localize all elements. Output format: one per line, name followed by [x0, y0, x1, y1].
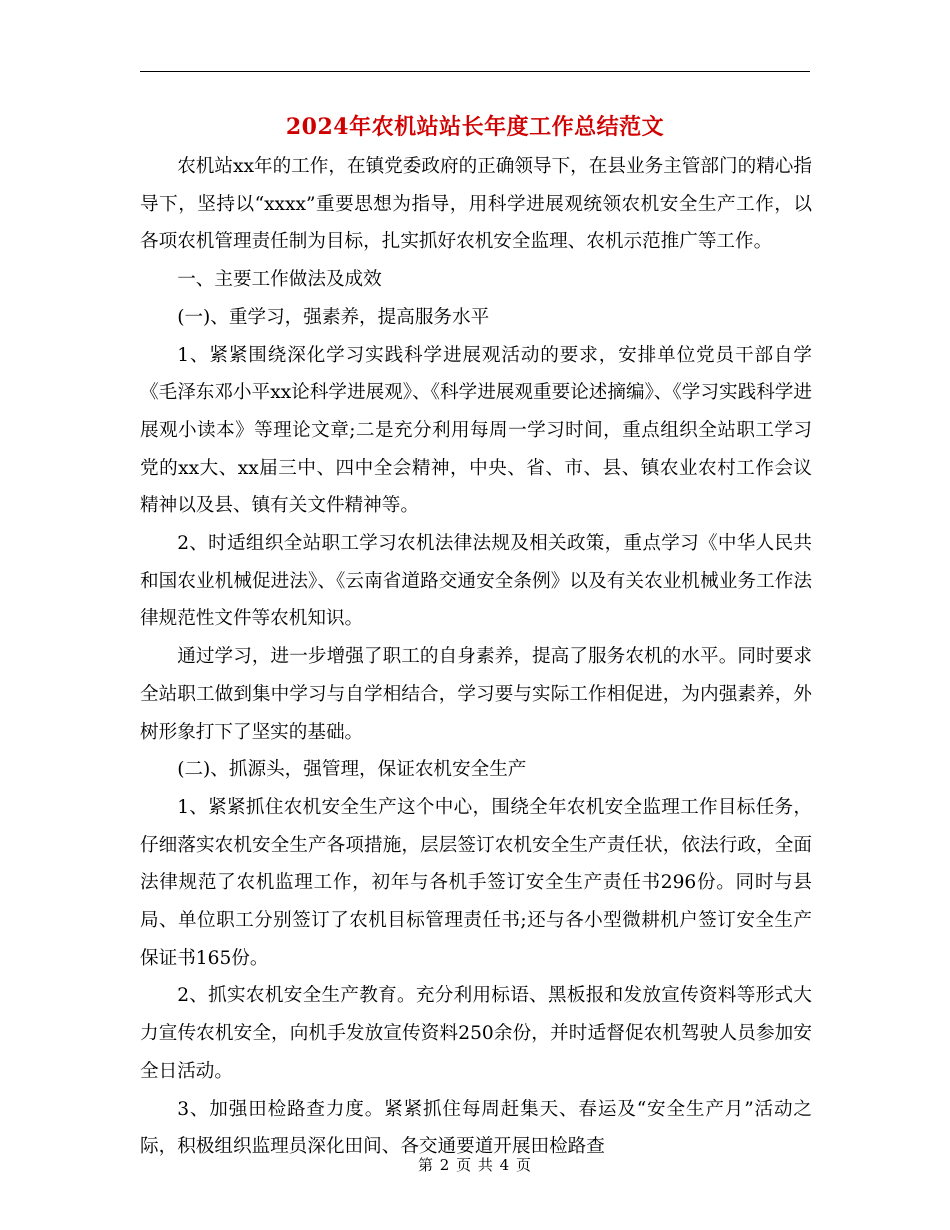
- body-paragraph: 1、紧紧抓住农机安全生产这个中心，围绕全年农机安全监理工作目标任务，仔细落实农机安全生产各项措施，层层签订农机安全生产责任状，依法行政，全面法律规范了农机监理工作，初年与各机手签订安全生产责任书296份。同时与县局、单位职工分别签订了农机目标管理责任书;还与各小型微耕机户签订安全生产保证书165份。: [140, 796, 812, 969]
- body-paragraph: 3、加强田检路查力度。紧紧抓住每周赶集天、春运及“安全生产月”活动之际，积极组织监理员深化田间、各交通要道开展田检路查: [140, 1098, 812, 1158]
- document-body: [140, 148, 812, 1166]
- body-paragraph: 2、时适组织全站职工学习农机法律法规及相关政策，重点学习《中华人民共和国农业机械促进法》、《云南省道路交通安全条例》以及有关农业机械业务工作法律规范性文件等农机知识。: [140, 533, 812, 630]
- subsection-heading: (一)、重学习，强素养，提高服务水平: [177, 306, 490, 328]
- body-paragraph: 2、抓实农机安全生产教育。充分利用标语、黑板报和发放宣传资料等形式大力宣传农机安全，向机手发放宣传资料250余份，并时适督促农机驾驶人员参加安全日活动。: [140, 985, 812, 1082]
- document-title: 2024年农机站站长年度工作总结范文: [285, 114, 665, 140]
- header-rule: [140, 71, 810, 72]
- subsection-heading: (二)、抓源头，强管理，保证农机安全生产: [177, 759, 527, 781]
- section-heading: 一、主要工作做法及成效: [177, 269, 382, 291]
- body-paragraph: 农机站xx年的工作，在镇党委政府的正确领导下，在县业务主管部门的精心指导下，坚持以“xxxx”重要思想为指导，用科学进展观统领农机安全生产工作，以各项农机管理责任制为目标，扎实抓好农机安全监理、农机示范推广等工作。: [140, 156, 812, 253]
- page-number-footer: 第 2 页 共 4 页: [418, 1156, 532, 1174]
- body-paragraph: 通过学习，进一步增强了职工的自身素养，提高了服务农机的水平。同时要求全站职工做到集中学习与自学相结合，学习要与实际工作相促进，为内强素养，外树形象打下了坚实的基础。: [140, 646, 812, 743]
- body-paragraph: 1、紧紧围绕深化学习实践科学进展观活动的要求，安排单位党员干部自学《毛泽东邓小平xx论科学进展观》、《科学进展观重要论述摘编》、《学习实践科学进展观小读本》等理论文章;二是充分利用每周一学习时间，重点组织全站职工学习党的xx大、xx届三中、四中全会精神，中央、省、市、县、镇农业农村工作会议精神以及县、镇有关文件精神等。: [140, 344, 812, 517]
